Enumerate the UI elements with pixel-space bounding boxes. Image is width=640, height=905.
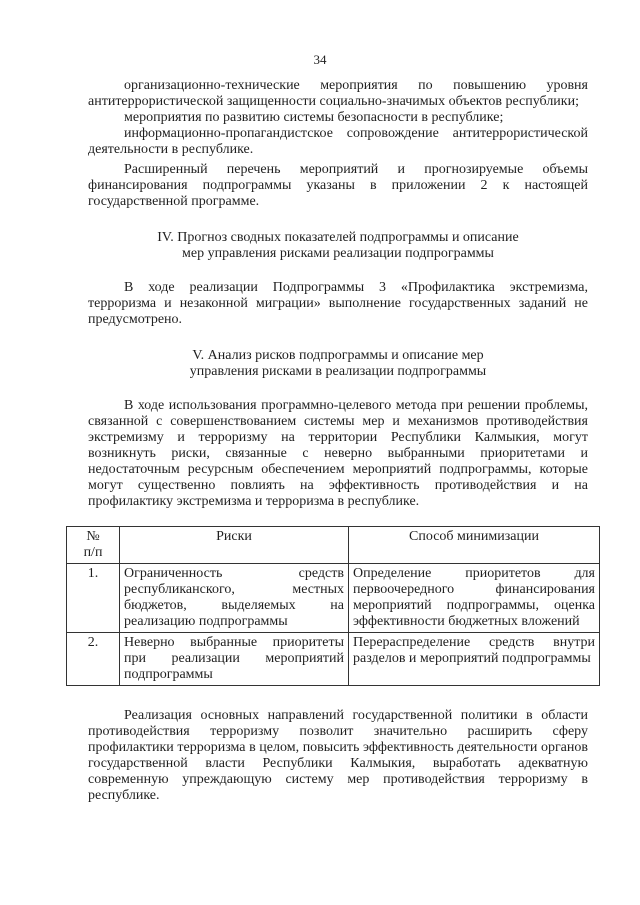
section-4-paragraph: В ходе реализации Подпрограммы 3 «Профилактика экстремизма, терроризма и незаконной миграции» выполнение государственных заданий не предусмотрено. [88,280,588,327]
risk-table-header [67,527,600,564]
intro-item-1: организационно-технические мероприятия по повышению уровня антитеррористической защищенности социально-значимых объектов республики; [88,78,588,109]
header-num-line-1: № [86,529,100,544]
header-num-line-2: п/п [83,545,103,560]
row-risk: Ограниченность средств республиканского, местных бюджетов, выделяемых на реализацию подпрограммы [120,564,349,633]
intro-item-3: информационно-пропагандистское сопровождение антитеррористической деятельности в республике. [88,126,588,157]
closing-paragraph: Реализация основных направлений государственной политики в области противодействия терроризму позволит значительно расширить сферу профилактики терроризма в целом, повысить эффективность деятельности органов государственной власти Республики Калмыкия, выработать адекватную современную упреждающую систему мер противодействия терроризму в республике. [88,708,588,803]
page-number: 34 [313,52,327,67]
row-risk: Неверно выбранные приоритеты при реализации мероприятий подпрограммы [120,633,349,686]
header-risks: Риски [120,527,349,564]
intro-item-2: мероприятия по развитию системы безопасности в республике; [124,110,504,125]
risk-table [66,526,600,686]
table-row [67,564,600,633]
header-num [67,527,120,564]
section-4-heading-line-1: IV. Прогноз сводных показателей подпрограммы и описание [157,230,519,245]
table-row [67,633,600,686]
document-body [83,78,595,804]
row-mitigation: Определение приоритетов для первоочередного финансирования мероприятий подпрограммы, оценка эффективности бюджетных вложений [349,564,600,633]
row-num: 1. [67,564,120,633]
section-5-heading-line-1: V. Анализ рисков подпрограммы и описание мер [192,348,484,363]
section-5-heading-line-2: управления рисками в реализации подпрограммы [189,364,487,379]
intro-paragraph: Расширенный перечень мероприятий и прогнозируемые объемы финансирования подпрограммы указаны в приложении 2 к настоящей государственной программе. [88,162,588,209]
section-5-paragraph: В ходе использования программно-целевого метода при решении проблемы, связанной с совершенствованием системы мер и механизмов противодействия экстремизму и терроризму на территории Республики Калмыкия, могут возникнуть риски, связанные с неверно выбранными приоритетами и недостаточным ресурсным обеспечением мероприятий подпрограммы, которые могут существенно повлиять на эффективность противодействия и на профилактику экстремизма и терроризма в республике. [88,398,588,509]
section-5-heading [88,348,588,380]
row-mitigation: Перераспределение средств внутри разделов и мероприятий подпрограммы [349,633,600,686]
header-mitigation: Способ минимизации [349,527,600,564]
section-4-heading-line-2: мер управления рисками реализации подпрограммы [182,246,494,261]
row-num: 2. [67,633,120,686]
section-4-heading [88,230,588,262]
